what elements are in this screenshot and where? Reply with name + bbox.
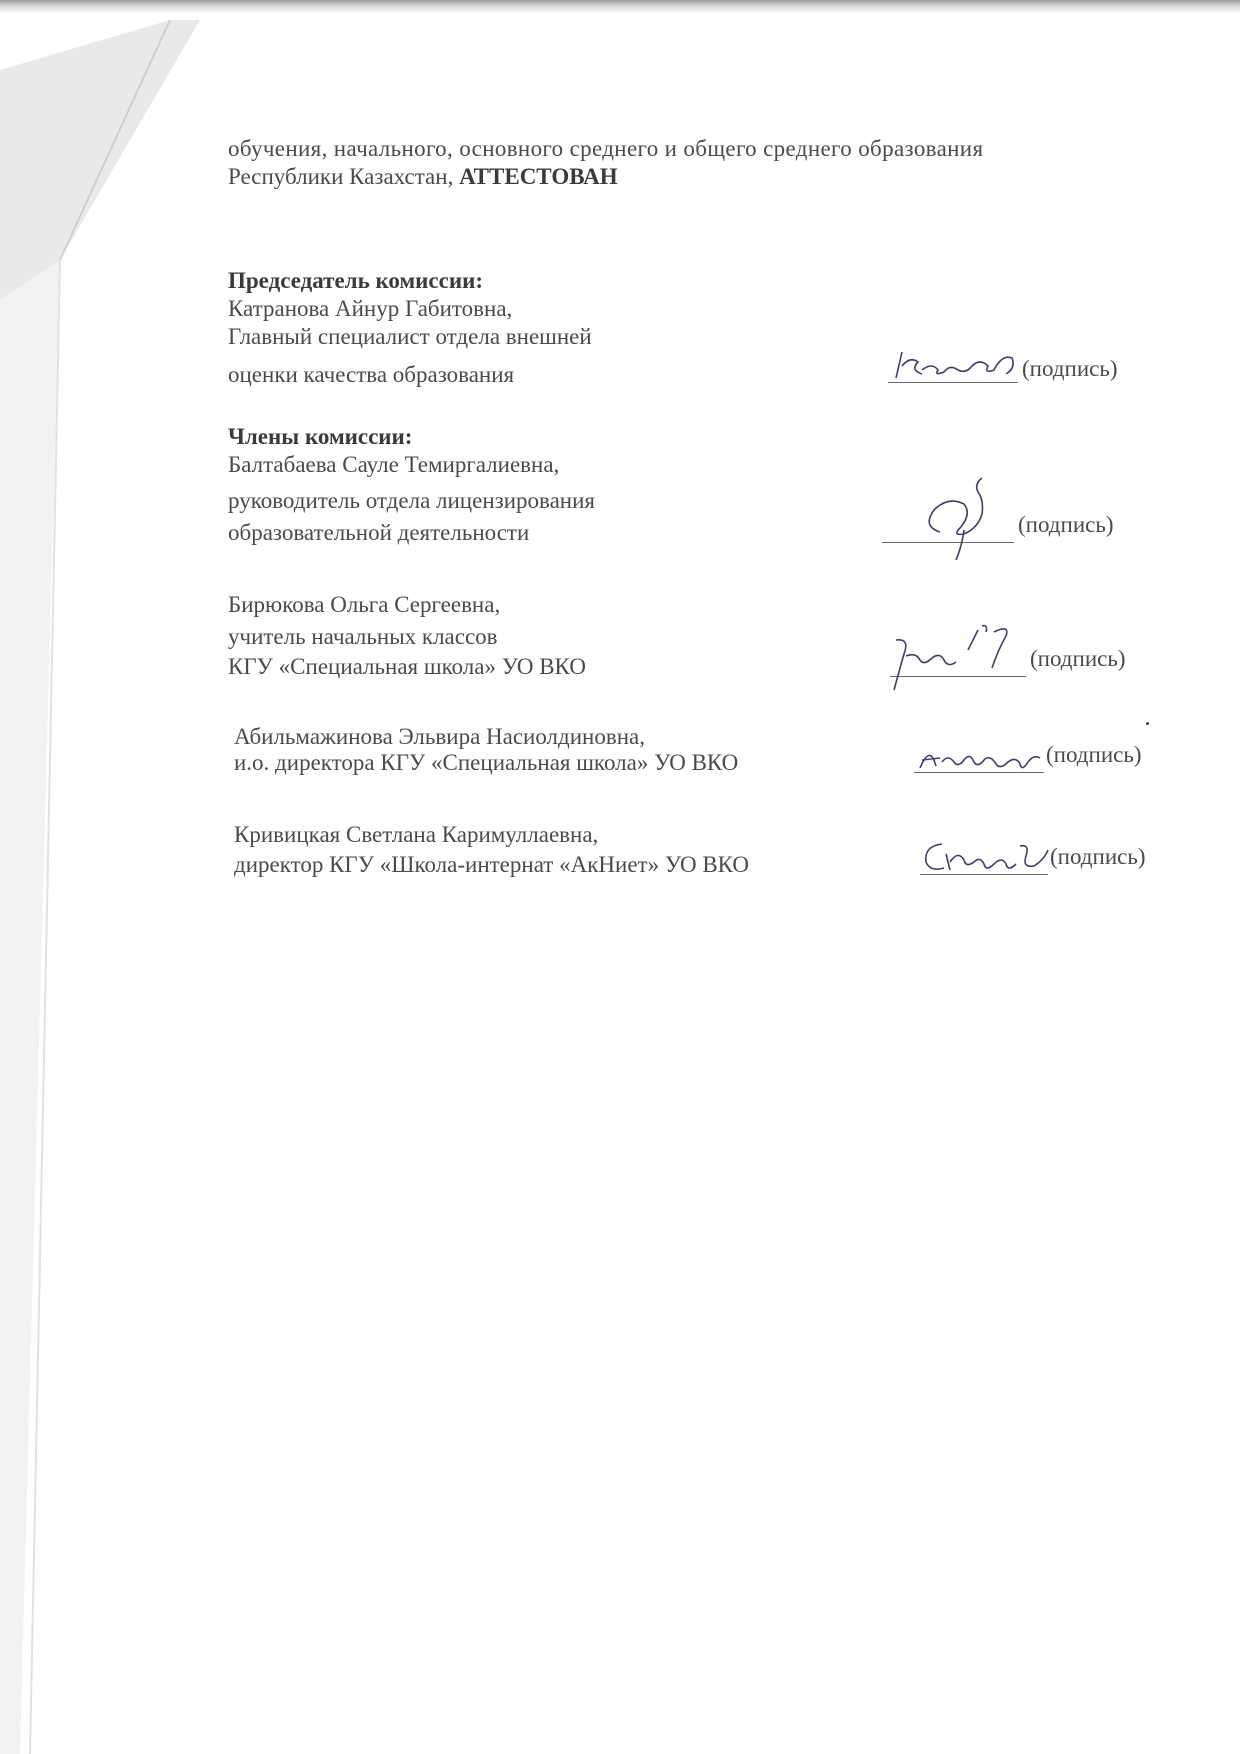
chair-signature-label: (подпись) [1022,356,1118,381]
member-1-position-line-1: руководитель отдела лицензирования [228,488,595,513]
member-1-name: Балтабаева Сауле Темиргалиевна, [228,452,560,477]
chair-position-line-1: Главный специалист отдела внешней [228,324,592,349]
member-4-position-line-1: директор КГУ «Школа-интернат «АкНиет» УО ВКО [234,852,750,877]
member-1-signature-label: (подпись) [1018,512,1114,537]
scan-top-edge [0,0,1240,14]
member-2-signature-label: (подпись) [1030,646,1126,671]
member-3-signature-label: (подпись) [1046,742,1142,767]
intro-line-2-prefix: Республики Казахстан, [228,164,460,189]
attested-status: АТТЕСТОВАН [459,164,618,189]
chair-heading: Председатель комиссии: [228,268,483,293]
member-2-position-line-1: учитель начальных классов [228,624,498,649]
member-4-signature-label: (подпись) [1050,844,1146,869]
scan-dot [1146,722,1149,725]
scan-page-fold [0,0,200,1754]
member-1-position-line-2: образовательной деятельности [228,520,530,545]
chair-signature [888,344,1028,384]
member-3-position-line-1: и.о. директора КГУ «Специальная школа» УО ВКО [234,750,739,775]
intro-line-2 [228,164,618,190]
member-1-signature [912,470,1012,566]
members-heading: Члены комиссии: [228,424,413,449]
chair-name: Катранова Айнур Габитовна, [228,296,513,321]
member-3-name: Абильмажинова Эльвира Насиолдиновна, [234,724,645,749]
member-2-position-line-2: КГУ «Специальная школа» УО ВКО [228,654,586,679]
member-4-name: Кривицкая Светлана Каримуллаевна, [234,822,599,847]
member-2-signature [884,620,1024,696]
member-3-signature [912,738,1048,776]
member-4-signature [916,836,1056,878]
chair-position-line-2: оценки качества образования [228,362,515,387]
member-2-name: Бирюкова Ольга Сергеевна, [228,592,501,617]
intro-line-1: обучения, начального, основного среднего и общего среднего образования [228,136,984,161]
